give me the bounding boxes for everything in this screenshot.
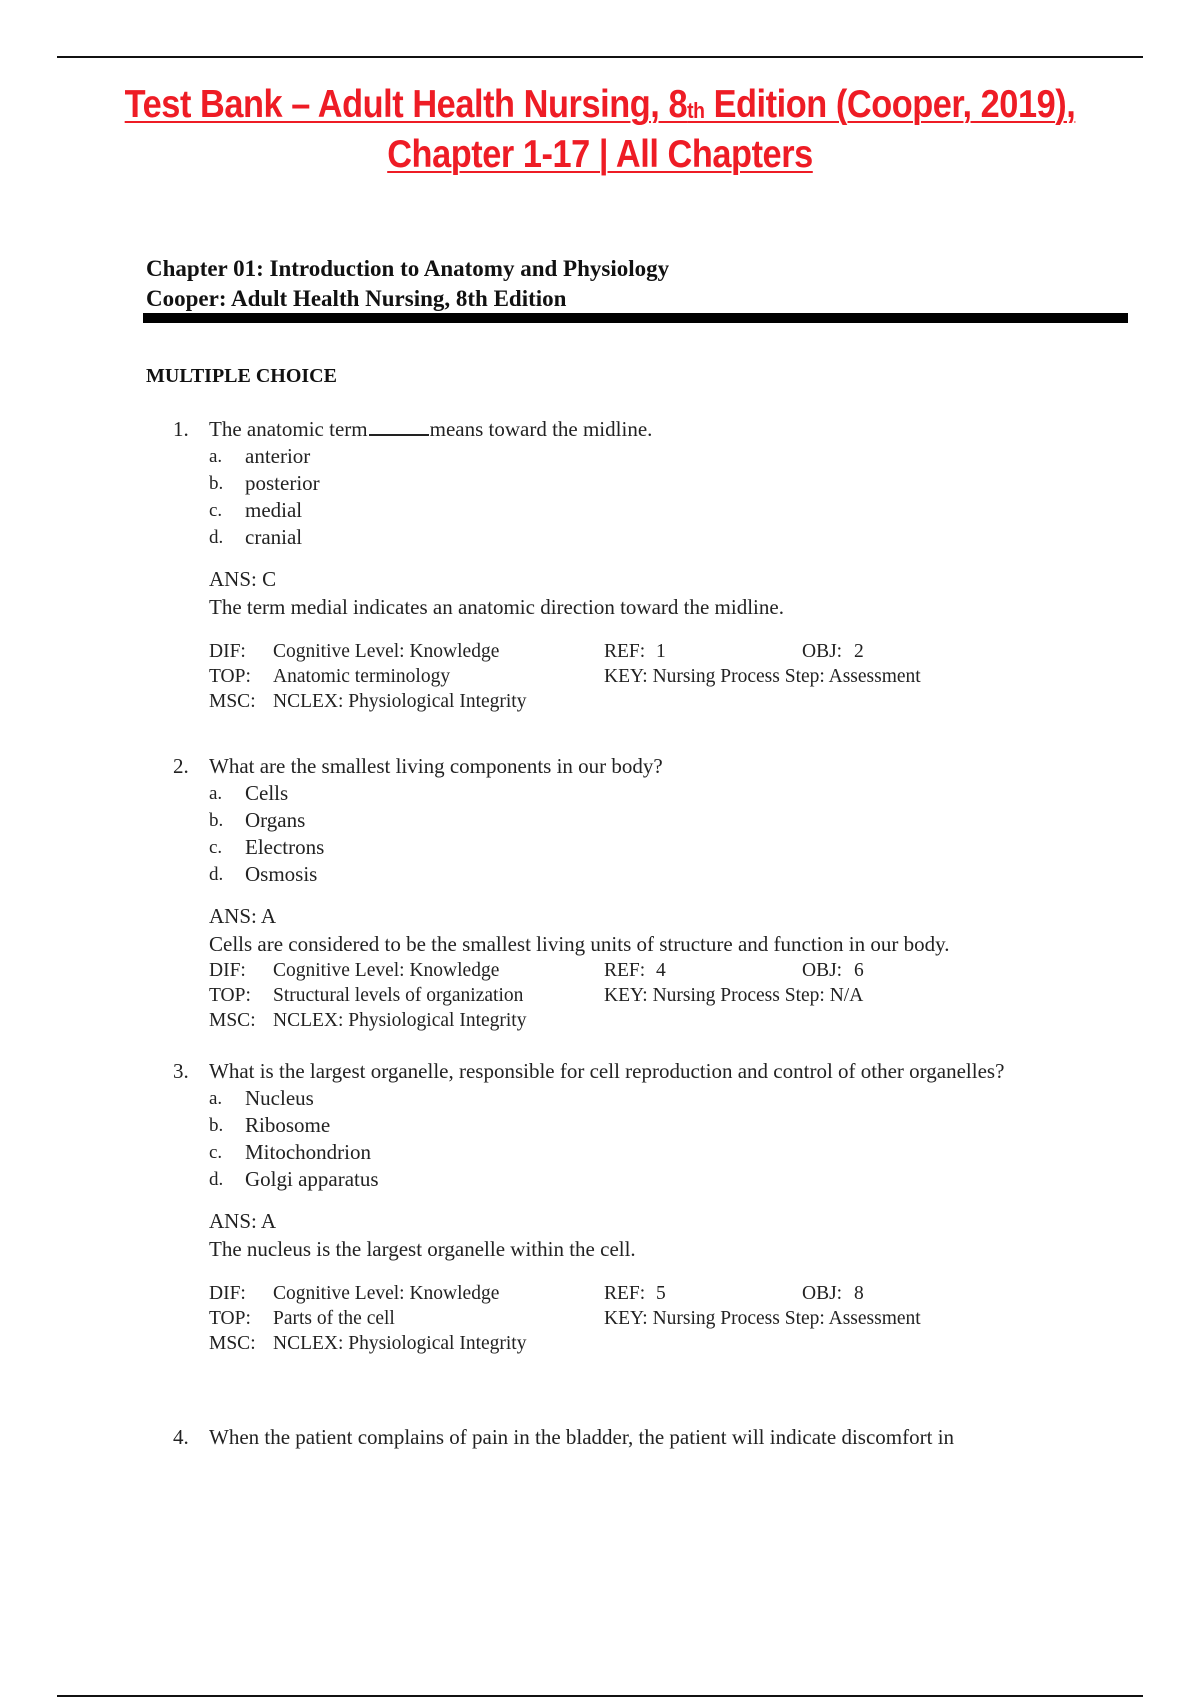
option-item: a. Cells	[209, 781, 289, 805]
question-stem: When the patient complains of pain in the bladder, the patient will indicate discomfort in	[209, 1425, 955, 1449]
question-metadata: DIF: Cognitive Level: Knowledge REF: 4 OBJ: 6 TOP: Structural levels of organization KEY: Nursing Process Step: N/A MSC: NCLEX: Physiological Integrity	[209, 960, 864, 1031]
title-line-1: Test Bank – Adult Health Nursing, 8th Edition (Cooper, 2019),	[124, 83, 1076, 126]
question-stem: What are the smallest living components in our body?	[209, 754, 663, 778]
option-item: a. Nucleus	[209, 1086, 314, 1110]
chapter-heading	[146, 254, 669, 314]
option-list	[209, 1085, 1093, 1193]
document-title	[122, 80, 1078, 180]
answer-rationale: The term medial indicates an anatomic direction toward the midline.	[209, 595, 784, 619]
answer-rationale: Cells are considered to be the smallest living units of structure and function in our body.	[209, 932, 950, 956]
question-number: 3.	[173, 1059, 189, 1083]
option-item: d. Osmosis	[209, 862, 318, 886]
answer-blank	[369, 416, 429, 436]
option-item: b. posterior	[209, 471, 320, 495]
top-rule	[57, 56, 1143, 58]
section-heading: MULTIPLE CHOICE	[146, 365, 337, 387]
question-number: 2.	[173, 754, 189, 778]
question-number: 4.	[173, 1425, 189, 1449]
question-number: 1.	[173, 417, 189, 441]
answer-key: ANS: A	[209, 904, 277, 928]
question-stem: The anatomic term means toward the midline.	[209, 417, 653, 441]
option-list	[209, 780, 1093, 888]
option-item: d. Golgi apparatus	[209, 1167, 379, 1191]
chapter-title: Chapter 01: Introduction to Anatomy and Physiology	[146, 256, 670, 281]
book-title: Cooper: Adult Health Nursing, 8th Edition	[146, 286, 567, 311]
option-list	[209, 443, 1093, 551]
heading-divider	[143, 313, 1128, 323]
answer-key: ANS: A	[209, 1209, 277, 1233]
question-metadata: DIF: Cognitive Level: Knowledge REF: 1 OBJ: 2 TOP: Anatomic terminology KEY: Nursing Process Step: Assessment MSC: NCLEX: Physiological Integrity	[209, 641, 921, 712]
question-item	[173, 1423, 1093, 1451]
question-item	[173, 1057, 1093, 1356]
title-line-2: Chapter 1-17 | All Chapters	[387, 133, 813, 176]
option-item: b. Ribosome	[209, 1113, 331, 1137]
question-stem: What is the largest organelle, responsible for cell reproduction and control of other organelles?	[209, 1059, 1005, 1083]
option-item: c. medial	[209, 498, 303, 522]
option-item: c. Mitochondrion	[209, 1140, 371, 1164]
answer-key: ANS: C	[209, 567, 277, 591]
question-metadata: DIF: Cognitive Level: Knowledge REF: 5 OBJ: 8 TOP: Parts of the cell KEY: Nursing Process Step: Assessment MSC: NCLEX: Physiological Integrity	[209, 1283, 921, 1354]
option-item: c. Electrons	[209, 835, 325, 859]
option-item: a. anterior	[209, 444, 311, 468]
question-item	[173, 752, 1093, 1033]
question-item	[173, 415, 1093, 714]
option-item: b. Organs	[209, 808, 306, 832]
option-item: d. cranial	[209, 525, 303, 549]
bottom-rule	[57, 1695, 1143, 1697]
answer-rationale: The nucleus is the largest organelle within the cell.	[209, 1237, 636, 1261]
